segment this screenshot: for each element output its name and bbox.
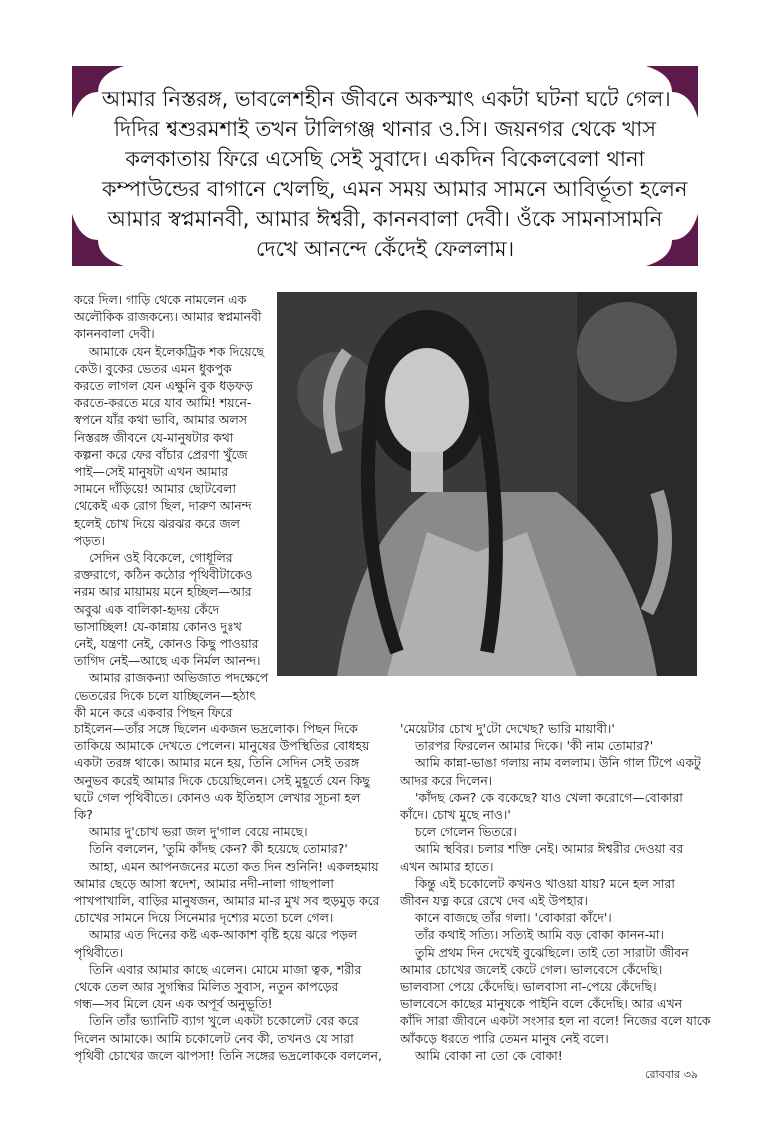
body-line: কানে বাজছে তাঁর গলা। 'বোকারা কাঁদে'। — [415, 910, 612, 926]
body-line: গন্ধ—সব মিলে যেন এক অপূর্ব অনুভূতি! — [74, 996, 273, 1012]
body-column-left-bottom — [74, 720, 382, 1064]
body-line: রক্তরাগে, কঠিন কঠোর পৃথিবীটাকেও — [74, 567, 253, 583]
body-line: অনুভব করেই আমার দিকে চেয়েছিলেন। সেই মুহূর্তে যেন কিছু — [74, 772, 370, 788]
body-line: স্বপনে যাঁর কথা ভাবি, আমার অলস — [74, 412, 247, 428]
body-line: পাই—সেই মানুষটা এখন আমার — [74, 464, 229, 480]
body-line: সেদিন ওই বিকেলে, গোধূলির — [89, 550, 233, 566]
body-line: তিনি তাঁর ভ্যানিটি ব্যাগ খুলে একটা চকোলেট বের করে — [89, 1013, 359, 1029]
body-column-left-top — [74, 291, 270, 721]
body-line: অলৌকিক রাজকন্যে। আমার স্বপ্নমানবী — [74, 309, 262, 325]
pull-quote — [72, 66, 698, 266]
body-line: আমার ছেড়ে আসা স্বদেশ, আমার নদী-নালা গাছপালা — [74, 875, 334, 891]
body-line: তাঁর কথাই সত্যি। সত্যিই আমি বড় বোকা কানন-মা। — [415, 927, 664, 943]
body-line: চাইলেন—তাঁর সঙ্গে ছিলেন একজন ভদ্রলোক। পিছন দিকে — [74, 721, 358, 736]
body-line: 'মেয়েটার চোখ দু'টো দেখেছ? ভারি মায়াবী।' — [400, 721, 615, 736]
body-line: ভালবাসা পেয়ে কেঁদেছি। ভালবাসা না-পেয়ে কেঁদেছি। — [400, 979, 657, 995]
pull-quote-line: দেখে আনন্দে কেঁদেই ফেললাম। — [255, 237, 515, 261]
pull-quote-text — [102, 84, 688, 264]
body-line: আমার রাজকন্যা অভিজাত পদক্ষেপে — [89, 670, 269, 686]
body-line: নেই, যন্ত্রণা নেই, কোনও কিছু পাওয়ার — [74, 636, 259, 652]
body-line: আমার দু'চোখ ভরা জল দু'গাল বেয়ে নামছে। — [89, 824, 308, 840]
body-line: ভেতরের দিকে চলে যাচ্ছিলেন—হঠাৎ — [74, 687, 256, 703]
body-line: তিনি এবার আমার কাছে এলেন। মোমে মাজা ত্বক, শরীর — [89, 961, 362, 977]
body-line: সামনে দাঁড়িয়ে! আমার ছোটবেলা — [74, 481, 236, 497]
body-line: কাঁদে। চোখ মুছে নাও।' — [400, 807, 511, 823]
body-line: করতে লাগল যেন এক্ষুনি বুক ধড়ফড় — [74, 378, 253, 394]
pull-quote-line: কম্পাউন্ডের বাগানে খেলছি, এমন সময় আমার সামনে আবির্ভূতা হলেন — [102, 177, 688, 201]
body-line: আদর করে দিলেন। — [400, 772, 493, 788]
body-line: পড়ত। — [74, 532, 105, 548]
body-line: আমার এত দিনের কষ্ট এক-আকাশ বৃষ্টি হয়ে ঝরে পড়ল — [89, 927, 358, 943]
body-line: একটা তরঙ্গ থাকে। আমার মনে হয়, তিনি সেদিন সেই তরঙ্গ — [74, 755, 360, 771]
body-line: ঘটে গেল পৃথিবীতে। কোনও এক ইতিহাস লেখার সূচনা হল — [74, 789, 361, 805]
body-line: নিস্তরঙ্গ জীবনে যে-মানুষটার কথা — [74, 429, 234, 445]
body-line: তিনি বললেন, 'তুমি কাঁদছ কেন? কী হয়েছে তোমার?' — [89, 841, 348, 857]
body-line: তারপর ফিরলেন আমার দিকে। 'কী নাম তোমার?' — [415, 738, 654, 754]
body-line: চোখের সামনে দিয়ে সিনেমার দৃশ্যের মতো চলে গেল। — [74, 910, 334, 926]
page-footer: রোববার ৩৯ — [645, 1068, 698, 1081]
body-line: ভালবেসে কাছের মানুষকে পাইনি বলে কেঁদেছি। আর এখন — [400, 996, 682, 1012]
body-line: নরম আর মায়াময় মনে হচ্ছিল—আর — [74, 584, 252, 600]
pull-quote-line: কলকাতায় ফিরে এসেছি সেই সুবাদে। একদিন বিকেলবেলা থানা — [125, 147, 645, 171]
pull-quote-line: দিদির শ্বশুরমশাই তখন টালিগঞ্জ থানার ও.সি। জয়নগর থেকে খাস — [113, 117, 657, 141]
portrait-photo — [277, 292, 697, 676]
pull-quote-line: আমার স্বপ্নমানবী, আমার ঈশ্বরী, কাননবালা দেবী। ওঁকে সামনাসামনি — [107, 207, 663, 231]
body-line: আমি কান্না-ভাঙা গলায় নাম বললাম। উনি গাল টিপে একটু — [415, 755, 701, 771]
body-line: হলেই চোখ দিয়ে ঝরঝর করে জল — [74, 515, 240, 531]
body-line: দিলেন আমাকে। আমি চকোলেট নেব কী, তখনও যে সারা — [74, 1030, 354, 1046]
body-line: এখন আমার হাতে। — [400, 858, 494, 874]
body-line: আমি স্থবির। চলার শক্তি নেই। আমার ঈশ্বরীর দেওয়া বর — [415, 841, 684, 857]
body-line: কাঁদি সারা জীবনে একটা সংসার হল না বলে! নিজের বলে যাকে — [400, 1013, 711, 1029]
body-line: কল্পনা করে ফের বাঁচার প্রেরণা খুঁজে — [74, 446, 248, 462]
body-line: তুমি প্রথম দিন দেখেই বুঝেছিলে। তাই তো সারাটা জীবন — [415, 944, 689, 960]
body-line: অবুঝ এক বালিকা-হৃদয় কেঁদে — [74, 601, 220, 617]
body-line: আমার চোখের জলেই কেটে গেল। ভালবেসে কেঁদেছি। — [400, 961, 663, 977]
body-column-right-bottom — [400, 720, 711, 1064]
body-line: থেকেই এক রোগ ছিল, দারুণ আনন্দ — [74, 498, 252, 514]
body-line: থেকে তেল আর সুগন্ধির মিলিত সুবাস, নতুন কাপড়ের — [74, 979, 339, 995]
body-line: 'কাঁদছ কেন? কে বকেছে? যাও খেলা করোগে—বোকারা — [415, 789, 683, 805]
body-line: কী মনে করে একবার পিছন ফিরে — [74, 704, 233, 720]
body-line: কিন্তু এই চকোলেট কখনও খাওয়া যায়? মনে হল সারা — [415, 875, 675, 891]
body-line: ভাসাচ্ছিল! যে-কান্নায় কোনও দুঃখ — [74, 618, 242, 634]
body-line: আমাকে যেন ইলেকট্রিক শক দিয়েছে — [89, 343, 265, 359]
body-line: কাননবালা দেবী। — [74, 326, 155, 342]
pull-quote-line: আমার নিস্তরঙ্গ, ভাবলেশহীন জীবনে অকস্মাৎ একটা ঘটনা ঘটে গেল। — [102, 87, 671, 111]
body-line: তাকিয়ে আমাকে দেখতে পেলেন। মানুষের উপস্থিতির বোধহয় — [74, 738, 370, 754]
body-line: তাগিদ নেই—আছে এক নির্মল আনন্দ। — [74, 653, 261, 669]
body-line: জীবন যত্ন করে রেখে দেব এই উপহার। — [400, 893, 588, 909]
body-line: আঁকড়ে ধরতে পারি তেমন মানুষ নেই বলে। — [400, 1030, 609, 1046]
body-line: করতে-করতে মরে যাব আমি! শয়নে- — [74, 395, 252, 411]
body-line: করে দিল। গাড়ি থেকে নামলেন এক — [74, 292, 247, 307]
body-line: চলে গেলেন ভিতরে। — [415, 824, 517, 840]
body-line: পৃথিবীতে। — [74, 944, 124, 960]
body-line: পাখপাখালি, বাড়ির মানুষজন, আমার মা-র মুখ সব হুড়মুড় করে — [74, 893, 380, 909]
body-line: আহা, এমন আপনজনের মতো কত দিন শুনিনি! একলহমায় — [89, 858, 379, 874]
body-line: আমি বোকা না তো কে বোকা! — [415, 1047, 563, 1063]
body-line: কি? — [74, 807, 93, 823]
body-line: কেউ। বুকের ভেতর এমন ধুকপুক — [74, 360, 232, 376]
body-line: পৃথিবী চোখের জলে ঝাপসা! তিনি সঙ্গের ভদ্রলোককে বললেন, — [74, 1047, 382, 1063]
